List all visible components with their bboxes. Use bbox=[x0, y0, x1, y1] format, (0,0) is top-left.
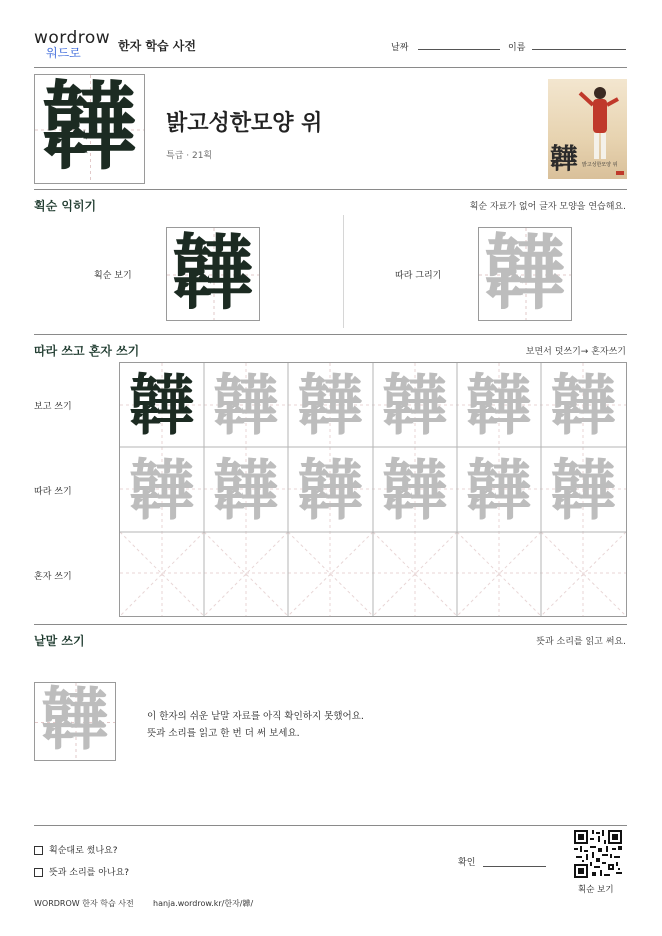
logo-wordmark: wordrow bbox=[34, 28, 111, 48]
trace-box[interactable] bbox=[478, 227, 572, 321]
practice-cell[interactable]: 韡 bbox=[129, 366, 195, 444]
hero-divider bbox=[34, 189, 627, 190]
word-character: 韡 bbox=[40, 682, 109, 760]
practice-cell[interactable]: 韡 bbox=[466, 366, 532, 444]
practice-section-note: 보면서 덧쓰기→ 혼자쓰기 bbox=[525, 347, 626, 357]
thumb-badge bbox=[616, 171, 624, 175]
hero-meaning: 밝고성한모양 위 bbox=[166, 111, 323, 136]
header-divider bbox=[34, 67, 627, 68]
date-label: 날짜 bbox=[391, 43, 409, 53]
practice-cell[interactable]: 韡 bbox=[129, 450, 195, 529]
practice-section-divider bbox=[34, 624, 627, 625]
stroke-section-divider bbox=[34, 334, 627, 335]
practice-cell[interactable]: 韡 bbox=[213, 366, 279, 444]
word-section-title: 낱말 쓰기 bbox=[34, 634, 85, 648]
logo-korean: 워드로 bbox=[46, 46, 81, 60]
word-message-2: 뜻과 소리를 읽고 한 번 더 써 보세요. bbox=[147, 728, 300, 739]
practice-cell[interactable]: 韡 bbox=[382, 450, 448, 529]
stroke-view-box[interactable] bbox=[166, 227, 260, 321]
logo bbox=[34, 30, 110, 60]
checklist-label-meaning: 뜻과 소리를 아나요? bbox=[49, 868, 130, 878]
trace-label: 따라 그리기 bbox=[395, 271, 442, 281]
stroke-divider bbox=[343, 215, 344, 328]
practice-grid bbox=[119, 362, 627, 617]
hero-character: 韡 bbox=[41, 74, 138, 183]
practice-cell[interactable]: 韡 bbox=[297, 450, 364, 529]
practice-section-title: 따라 쓰고 혼자 쓰기 bbox=[34, 344, 140, 358]
checkbox-icon[interactable] bbox=[34, 846, 43, 855]
checkbox-icon[interactable] bbox=[34, 868, 43, 877]
practice-cell[interactable]: 韡 bbox=[297, 366, 364, 444]
hero-thumbnail bbox=[548, 79, 627, 179]
checklist-item-meaning[interactable] bbox=[34, 865, 129, 878]
hero-meta: 특급 · 21획 bbox=[166, 151, 213, 161]
practice-cell[interactable]: 韡 bbox=[550, 450, 617, 529]
footer-url[interactable]: hanja.wordrow.kr/한자/韡/ bbox=[153, 899, 254, 908]
row-label-alone: 혼자 쓰기 bbox=[34, 572, 72, 582]
stroke-view-label: 획순 보기 bbox=[94, 271, 132, 281]
word-message-1: 이 한자의 쉬운 낱말 자료를 아직 확인하지 못했어요. bbox=[147, 711, 364, 722]
row-label-see: 보고 쓰기 bbox=[34, 402, 72, 412]
name-field[interactable] bbox=[532, 49, 626, 50]
checklist-item-strokes[interactable] bbox=[34, 843, 118, 856]
app-title: 한자 학습 사전 bbox=[118, 39, 196, 53]
footer-brand: WORDROW 한자 학습 사전 bbox=[34, 899, 134, 908]
stroke-view-character: 韡 bbox=[171, 227, 254, 321]
confirm-label: 확인 bbox=[458, 858, 476, 868]
qr-code-icon[interactable] bbox=[574, 830, 622, 878]
thumb-caption: 밝고성한모양 위 bbox=[582, 162, 618, 168]
practice-cell[interactable]: 韡 bbox=[550, 366, 617, 444]
hero-character-box bbox=[34, 74, 145, 184]
practice-cell[interactable]: 韡 bbox=[382, 366, 448, 444]
row-label-trace: 따라 쓰기 bbox=[34, 487, 72, 497]
qr-code-graphic bbox=[574, 830, 622, 878]
name-label: 이름 bbox=[508, 43, 526, 53]
thumb-character: 韡 bbox=[550, 142, 579, 175]
practice-cell[interactable]: 韡 bbox=[466, 450, 532, 529]
stroke-section-title: 획순 익히기 bbox=[34, 199, 97, 213]
word-section-note: 뜻과 소리를 읽고 써요. bbox=[536, 637, 626, 647]
footer-divider bbox=[34, 825, 627, 826]
practice-cell[interactable]: 韡 bbox=[213, 450, 279, 529]
checklist-label-strokes: 획순대로 썼나요? bbox=[49, 846, 118, 856]
trace-character: 韡 bbox=[483, 227, 566, 321]
word-character-box bbox=[34, 682, 116, 761]
confirm-field[interactable] bbox=[483, 866, 546, 867]
date-field[interactable] bbox=[418, 49, 500, 50]
stroke-section-note: 획순 자료가 없어 글자 모양을 연습해요. bbox=[469, 202, 626, 212]
qr-caption: 획순 보기 bbox=[578, 885, 614, 895]
